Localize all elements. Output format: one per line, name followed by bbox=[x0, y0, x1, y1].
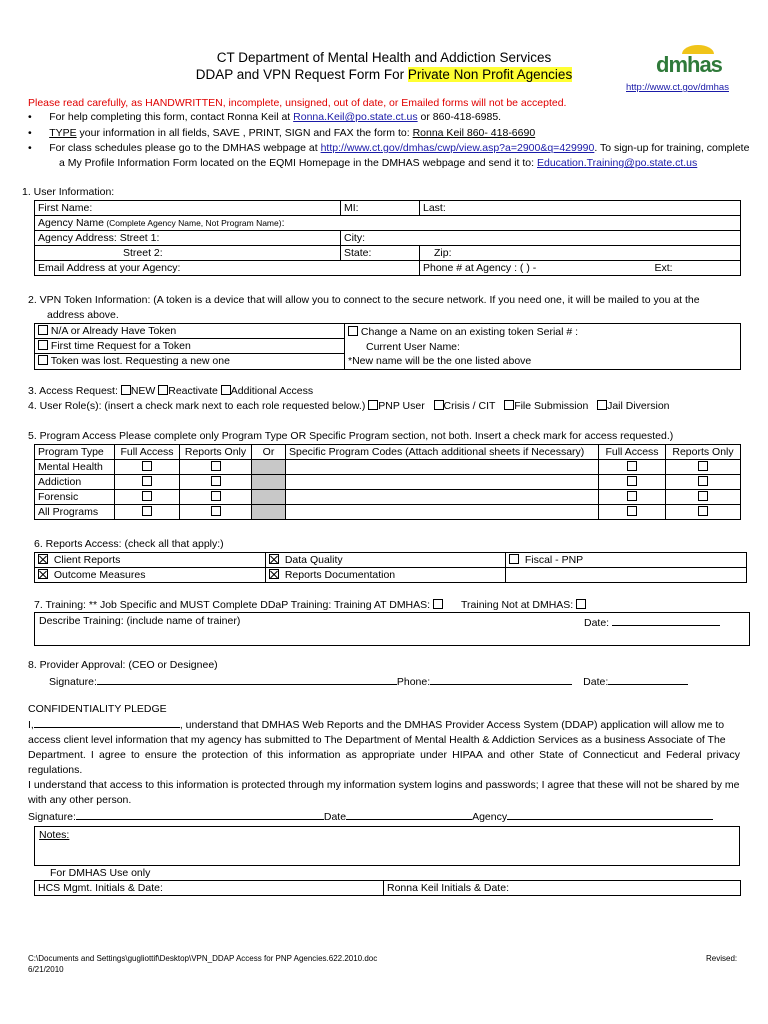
describe-training-box[interactable] bbox=[34, 612, 750, 646]
program-addiction: Addiction bbox=[35, 475, 115, 490]
dmhas-use-label: For DMHAS Use only bbox=[50, 867, 151, 879]
last-name-field[interactable]: Last: bbox=[420, 201, 741, 216]
code-full-access-checkbox[interactable] bbox=[627, 491, 637, 501]
token-option-first[interactable]: First time Request for a Token bbox=[35, 339, 345, 354]
client-reports-option[interactable]: Client Reports bbox=[35, 553, 266, 568]
add-full-access-checkbox[interactable] bbox=[142, 476, 152, 486]
phone-field[interactable]: Phone # at Agency : ( ) - Ext: bbox=[420, 261, 741, 276]
pledge-signature-row: Signature: Date Agency bbox=[28, 809, 713, 823]
provider-date-field[interactable] bbox=[608, 674, 688, 685]
col-program-type: Program Type bbox=[35, 445, 115, 460]
program-all: All Programs bbox=[35, 505, 115, 520]
change-name-cell: Change a Name on an existing token Serial # : Current User Name: *New name will be the one listed above bbox=[345, 324, 741, 370]
program-access-table bbox=[34, 444, 741, 520]
logo-text: dmhas bbox=[656, 52, 722, 77]
first-time-checkbox[interactable] bbox=[38, 340, 48, 350]
code-reports-only-checkbox[interactable] bbox=[698, 461, 708, 471]
reactivate-checkbox[interactable] bbox=[158, 385, 168, 395]
col-reports-only: Reports Only bbox=[180, 445, 252, 460]
code-reports-only-checkbox[interactable] bbox=[698, 506, 708, 516]
data-quality-checkbox[interactable] bbox=[269, 554, 279, 564]
pledge-name-field[interactable] bbox=[34, 717, 180, 728]
code-reports-only-checkbox[interactable] bbox=[698, 491, 708, 501]
section5-heading: 5. Program Access Please complete only Program Type OR Specific Program section, not both. Insert a check mark for access requested.) bbox=[28, 430, 674, 442]
training-not-at-dmhas-checkbox[interactable] bbox=[576, 599, 586, 609]
code-reports-only-checkbox[interactable] bbox=[698, 476, 708, 486]
agency-name-field[interactable]: Agency Name (Complete Agency Name, Not Program Name): bbox=[35, 216, 741, 231]
current-user-field[interactable]: Current User Name: bbox=[366, 340, 460, 353]
col-full-access: Full Access bbox=[115, 445, 180, 460]
client-reports-checkbox[interactable] bbox=[38, 554, 48, 564]
code-full-access-checkbox[interactable] bbox=[627, 461, 637, 471]
token-option-na[interactable]: N/A or Already Have Token bbox=[35, 324, 345, 339]
street2-field[interactable]: Street 2: bbox=[35, 246, 341, 261]
table-row bbox=[35, 490, 741, 505]
token-option-lost[interactable]: Token was lost. Requesting a new one bbox=[35, 354, 345, 369]
pledge-date-field[interactable] bbox=[346, 809, 472, 820]
specific-program-code-field[interactable] bbox=[286, 490, 599, 505]
section1-heading: 1. User Information: bbox=[22, 186, 115, 198]
reports-access-table bbox=[34, 552, 747, 583]
instruction-bullet-2: • TYPE your information in all fields, SAVE , PRINT, SIGN and FAX the form to: Ronna Keil 860- 418-6690 bbox=[28, 127, 536, 139]
jail-diversion-checkbox[interactable] bbox=[597, 400, 607, 410]
all-full-access-checkbox[interactable] bbox=[142, 506, 152, 516]
for-full-access-checkbox[interactable] bbox=[142, 491, 152, 501]
pledge-agency-field[interactable] bbox=[507, 809, 713, 820]
warning-text: Please read carefully, as HANDWRITTEN, incomplete, unsigned, out of date, or Emailed forms will not be accepted. bbox=[28, 97, 567, 109]
dmhas-use-table bbox=[34, 880, 741, 896]
all-reports-only-checkbox[interactable] bbox=[211, 506, 221, 516]
provider-phone-field[interactable] bbox=[430, 674, 572, 685]
access-request-row: 3. Access Request: NEW Reactivate Additional Access bbox=[28, 385, 314, 397]
provider-signature-field[interactable] bbox=[97, 674, 397, 685]
footer-date: 6/21/2010 bbox=[28, 965, 64, 974]
specific-program-code-field[interactable] bbox=[286, 460, 599, 475]
pledge-signature-field[interactable] bbox=[76, 809, 324, 820]
col-full-access-2: Full Access bbox=[599, 445, 666, 460]
instruction-bullet-3-line2: a My Profile Information Form located on the EQMI Homepage in the DMHAS webpage and send it to: Education.Training@po.state.ct.us bbox=[59, 157, 698, 169]
class-schedule-link[interactable]: http://www.ct.gov/dmhas/cwp/view.asp?a=2900&q=429990 bbox=[320, 142, 595, 154]
section2-heading-line1: 2. VPN Token Information: (A token is a device that will allow you to connect to the secure network. If you need one, it will be mailed to you at the bbox=[28, 294, 700, 306]
email-field[interactable]: Email Address at your Agency: bbox=[35, 261, 420, 276]
lost-token-checkbox[interactable] bbox=[38, 355, 48, 365]
form-title-line1: CT Department of Mental Health and Addiction Services bbox=[216, 50, 552, 65]
col-or: Or bbox=[252, 445, 286, 460]
program-mental-health: Mental Health bbox=[35, 460, 115, 475]
section2-heading-line2: address above. bbox=[47, 309, 119, 321]
first-name-field[interactable]: First Name: bbox=[35, 201, 341, 216]
pledge-text: I, , understand that DMHAS Web Reports and the DMHAS Provider Access System (DDAP) application will allow me to access client level information that my agency has submitted to The Department of Mental Health & Addiction Services as a business Associate of The Department. I agree to ensure the protection of this information as appropriate under HIPAA and other State of Connecticut and Federal privacy regulations. I understand that access to this information is protected through my information system logins and passwords; I agree that these will not be shared by me with any other person. bbox=[28, 719, 740, 806]
notes-label: Notes: bbox=[39, 829, 70, 841]
data-quality-option[interactable]: Data Quality bbox=[266, 553, 506, 568]
for-reports-only-checkbox[interactable] bbox=[211, 491, 221, 501]
mi-field[interactable]: MI: bbox=[341, 201, 420, 216]
code-full-access-checkbox[interactable] bbox=[627, 506, 637, 516]
change-name-checkbox[interactable] bbox=[348, 326, 358, 336]
col-reports-only-2: Reports Only bbox=[666, 445, 741, 460]
education-email-link[interactable]: Education.Training@po.state.ct.us bbox=[537, 157, 698, 169]
table-row bbox=[35, 460, 741, 475]
specific-program-code-field[interactable] bbox=[286, 475, 599, 490]
col-specific-program: Specific Program Codes (Attach additional sheets if Necessary) bbox=[286, 445, 599, 460]
outcome-measures-option[interactable]: Outcome Measures bbox=[35, 568, 266, 583]
vpn-token-table bbox=[34, 323, 741, 370]
mh-reports-only-checkbox[interactable] bbox=[211, 461, 221, 471]
additional-access-checkbox[interactable] bbox=[221, 385, 231, 395]
ext-label: Ext: bbox=[654, 262, 673, 274]
dmhas-logo bbox=[652, 38, 722, 84]
section6-heading: 6. Reports Access: (check all that apply:) bbox=[34, 538, 224, 550]
add-reports-only-checkbox[interactable] bbox=[211, 476, 221, 486]
provider-signature-row: Signature: Phone: Date: bbox=[49, 674, 688, 688]
instruction-bullet-1: • For help completing this form, contact Ronna Keil at Ronna.Keil@po.state.ct.us or 860-418-6985. bbox=[28, 111, 502, 123]
notes-box[interactable] bbox=[34, 826, 740, 866]
file-submission-checkbox[interactable] bbox=[504, 400, 514, 410]
state-field[interactable]: State: bbox=[341, 246, 420, 261]
pnp-user-checkbox[interactable] bbox=[368, 400, 378, 410]
mh-full-access-checkbox[interactable] bbox=[142, 461, 152, 471]
title-prefix: DDAP and VPN Request Form For bbox=[195, 67, 408, 82]
fiscal-pnp-checkbox[interactable] bbox=[509, 554, 519, 564]
program-forensic: Forensic bbox=[35, 490, 115, 505]
section8-heading: 8. Provider Approval: (CEO or Designee) bbox=[28, 659, 218, 671]
title-highlight: Private Non Profit Agencies bbox=[407, 67, 573, 82]
new-name-note: *New name will be the one listed above bbox=[348, 355, 532, 367]
new-checkbox[interactable] bbox=[121, 385, 131, 395]
user-info-table bbox=[34, 200, 741, 276]
training-date-field[interactable]: Date: bbox=[584, 615, 720, 629]
hcs-initials-field[interactable]: HCS Mgmt. Initials & Date: bbox=[35, 881, 384, 896]
user-role-row: 4. User Role(s): (insert a check mark next to each role requested below.) PNP User Crisis / CIT File Submission Jail Diversion bbox=[28, 400, 670, 412]
specific-program-code-field[interactable] bbox=[286, 505, 599, 520]
training-at-dmhas-checkbox[interactable] bbox=[433, 599, 443, 609]
instruction-bullet-3: • For class schedules please go to the DMHAS webpage at http://www.ct.gov/dmhas/cwp/view.asp?a=2900&q=429990. To sign-up for training, complete bbox=[28, 142, 750, 154]
pledge-heading: CONFIDENTIALITY PLEDGE bbox=[28, 703, 167, 715]
ronna-initials-field[interactable]: Ronna Keil Initials & Date: bbox=[384, 881, 741, 896]
city-field[interactable]: City: bbox=[341, 231, 741, 246]
table-row bbox=[35, 505, 741, 520]
zip-field[interactable]: Zip: bbox=[420, 246, 741, 261]
na-checkbox[interactable] bbox=[38, 325, 48, 335]
table-row bbox=[35, 475, 741, 490]
code-full-access-checkbox[interactable] bbox=[627, 476, 637, 486]
ronna-email-link[interactable]: Ronna.Keil@po.state.ct.us bbox=[293, 111, 418, 123]
describe-training-label: Describe Training: (include name of trainer) bbox=[39, 615, 241, 627]
footer-file-path: C:\Documents and Settings\gugliottif\Desktop\VPN_DDAP Access for PNP Agencies.622.2010.doc bbox=[28, 954, 378, 963]
program-access-header bbox=[35, 445, 741, 460]
fiscal-pnp-option[interactable]: Fiscal - PNP bbox=[506, 553, 747, 568]
reports-documentation-checkbox[interactable] bbox=[269, 569, 279, 579]
outcome-measures-checkbox[interactable] bbox=[38, 569, 48, 579]
dmhas-website-link[interactable]: http://www.ct.gov/dmhas bbox=[626, 82, 729, 93]
crisis-cit-checkbox[interactable] bbox=[434, 400, 444, 410]
street1-field[interactable]: Agency Address: Street 1: bbox=[35, 231, 341, 246]
reports-documentation-option[interactable]: Reports Documentation bbox=[266, 568, 506, 583]
section7-heading: 7. Training: ** Job Specific and MUST Complete DDaP Training: Training AT DMHAS: Training Not at DMHAS: bbox=[34, 599, 586, 611]
footer-revised: Revised: bbox=[706, 954, 738, 963]
